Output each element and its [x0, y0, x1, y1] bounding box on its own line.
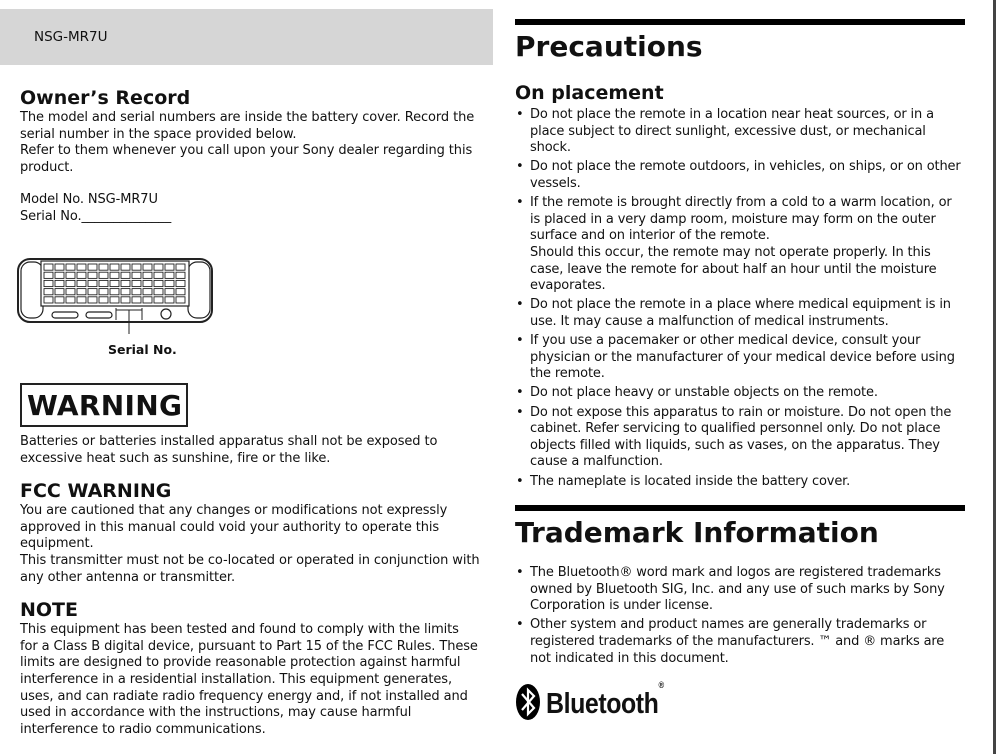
- key-icon: [88, 264, 97, 270]
- key-icon: [99, 297, 108, 303]
- key-icon: [143, 297, 152, 303]
- key-icon: [66, 297, 75, 303]
- serial-line: Serial No.______________: [20, 208, 172, 224]
- registered-mark: ®: [658, 679, 664, 690]
- key-icon: [165, 280, 174, 286]
- key-icon: [88, 280, 97, 286]
- list-item: [515, 195, 965, 295]
- key-icon: [176, 272, 185, 278]
- key-icon: [143, 289, 152, 295]
- key-icon: [77, 289, 86, 295]
- key-icon: [55, 272, 64, 278]
- key-icon: [88, 272, 97, 278]
- owners-record-title: Owner’s Record: [20, 87, 191, 109]
- key-icon: [132, 280, 141, 286]
- key-icon: [77, 297, 86, 303]
- note-text: This equipment has been tested and found to comply with the limits for a Class B digital device, pursuant to Part 15 of the FCC Rules. These limits are designed to provide reasonable protection against harmful interference in a residential installation. This equipment generates, uses, and can radiate radio frequency energy and, if not installed and used in accordance with the instructions, may cause harmful interference to radio communications.: [20, 622, 478, 737]
- note-title: NOTE: [20, 599, 78, 622]
- key-icon: [66, 280, 75, 286]
- key-icon: [77, 264, 86, 270]
- key-icon: [143, 272, 152, 278]
- key-icon: [110, 264, 119, 270]
- precautions-list: [515, 107, 965, 490]
- key-icon: [121, 272, 130, 278]
- list-item: • Other system and product names are generally trademarks or registered trademarks of the manufacturers. ™ and ® marks are not indicated in this document.: [515, 617, 965, 667]
- fcc-text-2: This transmitter must not be co-located or operated in conjunction with any other antenna or transmitter.: [20, 552, 480, 585]
- key-icon: [132, 289, 141, 295]
- key-icon: [55, 264, 64, 270]
- list-item-extra: Should this occur, the remote may not operate properly. In this case, leave the remote for about half an hour until the moisture evaporates.: [530, 244, 937, 294]
- trademark-list: [515, 565, 965, 667]
- key-icon: [143, 280, 152, 286]
- key-icon: [121, 264, 130, 270]
- key-icon: [121, 289, 130, 295]
- list-item: • If you use a pacemaker or other medical device, consult your physician or the manufacturer of your medical device before using the remote.: [515, 333, 965, 383]
- key-icon: [110, 280, 119, 286]
- key-icon: [154, 297, 163, 303]
- key-icon: [132, 272, 141, 278]
- key-icon: [132, 297, 141, 303]
- key-icon: [44, 272, 53, 278]
- key-icon: [66, 264, 75, 270]
- model-number: NSG-MR7U: [34, 29, 108, 45]
- serial-caption: Serial No.: [108, 342, 177, 357]
- key-icon: [165, 272, 174, 278]
- bluetooth-wordmark-text: Bluetooth: [546, 687, 659, 720]
- key-icon: [176, 280, 185, 286]
- key-icon: [154, 264, 163, 270]
- section-rule: [515, 19, 965, 25]
- list-item: • Do not place the remote outdoors, in vehicles, on ships, or on other vessels.: [515, 159, 965, 192]
- key-icon: [55, 289, 64, 295]
- trademark-title: Trademark Information: [515, 516, 879, 549]
- key-icon: [77, 272, 86, 278]
- owners-record-text-1: The model and serial numbers are inside the battery cover. Record the serial number in the space provided below.: [20, 110, 475, 142]
- key-icon: [110, 297, 119, 303]
- key-icon: [66, 289, 75, 295]
- model-header-bar: [0, 9, 493, 65]
- key-icon: [44, 297, 53, 303]
- key-icon: [99, 264, 108, 270]
- key-icon: [176, 289, 185, 295]
- precautions-section: [515, 19, 965, 493]
- fcc-text-1: You are cautioned that any changes or modifications not expressly approved in this manual could void your authority to operate this equipment.: [20, 503, 448, 552]
- key-icon: [44, 289, 53, 295]
- key-icon: [154, 280, 163, 286]
- key-icon: [44, 264, 53, 270]
- list-item: • Do not place the remote in a place where medical equipment is in use. It may cause a malfunction of medical instruments.: [515, 297, 965, 330]
- owners-record-text-2: Refer to them whenever you call upon your Sony dealer regarding this product.: [20, 143, 473, 175]
- key-icon: [154, 272, 163, 278]
- key-icon: [88, 297, 97, 303]
- bluetooth-wordmark: [546, 679, 664, 721]
- list-item: • Do not expose this apparatus to rain or moisture. Do not open the cabinet. Refer servicing to qualified personnel only. Do not place objects filled with liquids, such as vases, on the apparatus. They cause a malfunction.: [515, 405, 965, 471]
- trademark-section: [515, 505, 965, 670]
- fcc-title: FCC WARNING: [20, 480, 172, 503]
- left-column: [20, 86, 480, 226]
- section-rule: [515, 505, 965, 511]
- key-icon: [110, 272, 119, 278]
- key-icon: [176, 264, 185, 270]
- key-icon: [176, 297, 185, 303]
- key-icon: [165, 289, 174, 295]
- bluetooth-logo: [515, 679, 683, 725]
- key-icon: [66, 272, 75, 278]
- key-icon: [121, 297, 130, 303]
- key-icon: [121, 280, 130, 286]
- list-item-text: If the remote is brought directly from a cold to a warm location, or is placed in a very damp room, moisture may form on the outer surface and on interior of the remote.: [530, 195, 952, 244]
- key-icon: [55, 297, 64, 303]
- list-item: • Do not place the remote in a location near heat sources, or in a place subject to direct sunlight, excessive dust, or mechanical shock.: [515, 107, 965, 157]
- model-line: Model No. NSG-MR7U: [20, 192, 158, 208]
- key-icon: [55, 280, 64, 286]
- key-icon: [44, 280, 53, 286]
- left-column-lower: [20, 434, 480, 738]
- on-placement-subtitle: On placement: [515, 82, 664, 104]
- key-icon: [143, 264, 152, 270]
- key-icon: [132, 264, 141, 270]
- precautions-title: Precautions: [515, 30, 703, 63]
- key-icon: [77, 280, 86, 286]
- list-item: • The Bluetooth® word mark and logos are registered trademarks owned by Bluetooth SIG, Inc. and any use of such marks by Sony Corporation is under license.: [515, 565, 965, 615]
- bluetooth-logo-icon: [515, 683, 541, 725]
- key-icon: [165, 297, 174, 303]
- warning-box: WARNING: [20, 383, 188, 427]
- list-item: • The nameplate is located inside the battery cover.: [515, 474, 965, 491]
- list-item: • Do not place heavy or unstable objects on the remote.: [515, 385, 965, 402]
- key-icon: [154, 289, 163, 295]
- key-icon: [99, 280, 108, 286]
- key-icon: [88, 289, 97, 295]
- key-icon: [165, 264, 174, 270]
- warning-text: Batteries or batteries installed apparatus shall not be exposed to excessive heat such as sunshine, fire or the like.: [20, 434, 438, 466]
- key-icon: [110, 289, 119, 295]
- key-icon: [99, 289, 108, 295]
- key-icon: [99, 272, 108, 278]
